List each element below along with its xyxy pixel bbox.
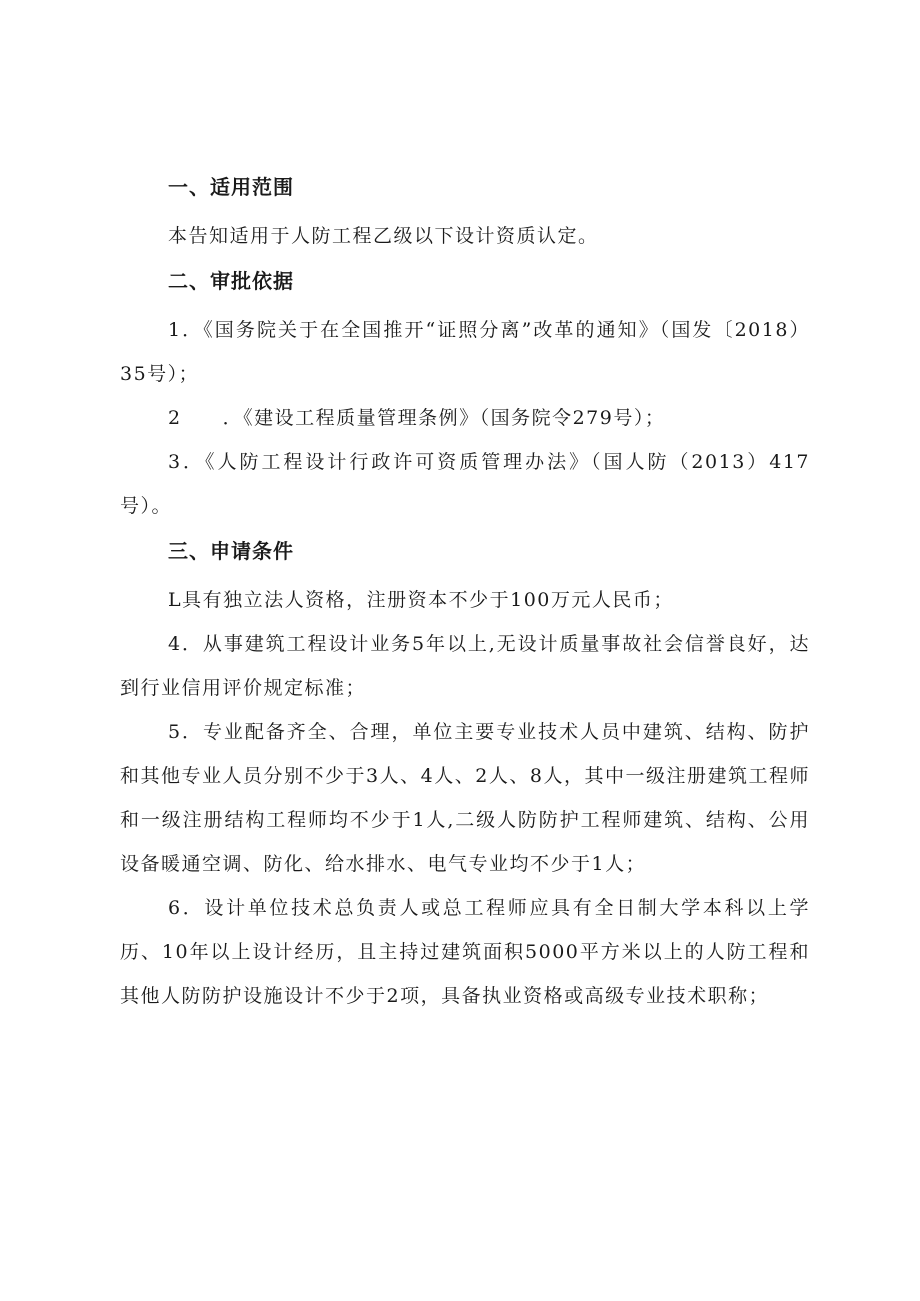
basis-item-3: 3．《人防工程设计行政许可资质管理办法》（国人防（2013）417号）。: [120, 451, 810, 517]
basis-item-1: 1．《国务院关于在全国推开“证照分离”改革的通知》（国发〔2018）35号）；: [120, 319, 810, 385]
condition-item-5: 5．专业配备齐全、合理，单位主要专业技术人员中建筑、结构、防护和其他专业人员分别不少于3人、4人、2人、8人，其中一级注册建筑工程师和一级注册结构工程师均不少于1人,二级人防防护工程师建筑、结构、公用设备暖通空调、防化、给水排水、电气专业均不少于1人；: [120, 721, 810, 875]
document-body: [120, 170, 810, 1018]
scope-paragraph: 本告知适用于人防工程乙级以下设计资质认定。: [168, 225, 599, 247]
basis-item-2: 2 ．《建设工程质量管理条例》（国务院令279号）；: [168, 407, 666, 429]
section-heading-scope: 一、适用范围: [168, 175, 294, 199]
section-heading-conditions: 三、申请条件: [168, 539, 294, 563]
condition-item-6: 6．设计单位技术总负责人或总工程师应具有全日制大学本科以上学历、10年以上设计经历，且主持过建筑面积5000平方米以上的人防工程和其他人防防护设施设计不少于2项，具备执业资格或高级专业技术职称；: [120, 897, 810, 1007]
condition-item-4: 4．从事建筑工程设计业务5年以上,无设计质量事故社会信誉良好，达到行业信用评价规定标准；: [120, 633, 810, 699]
section-heading-basis: 二、审批依据: [168, 269, 294, 293]
condition-item-legal-person: L具有独立法人资格，注册资本不少于100万元人民币；: [168, 589, 674, 611]
